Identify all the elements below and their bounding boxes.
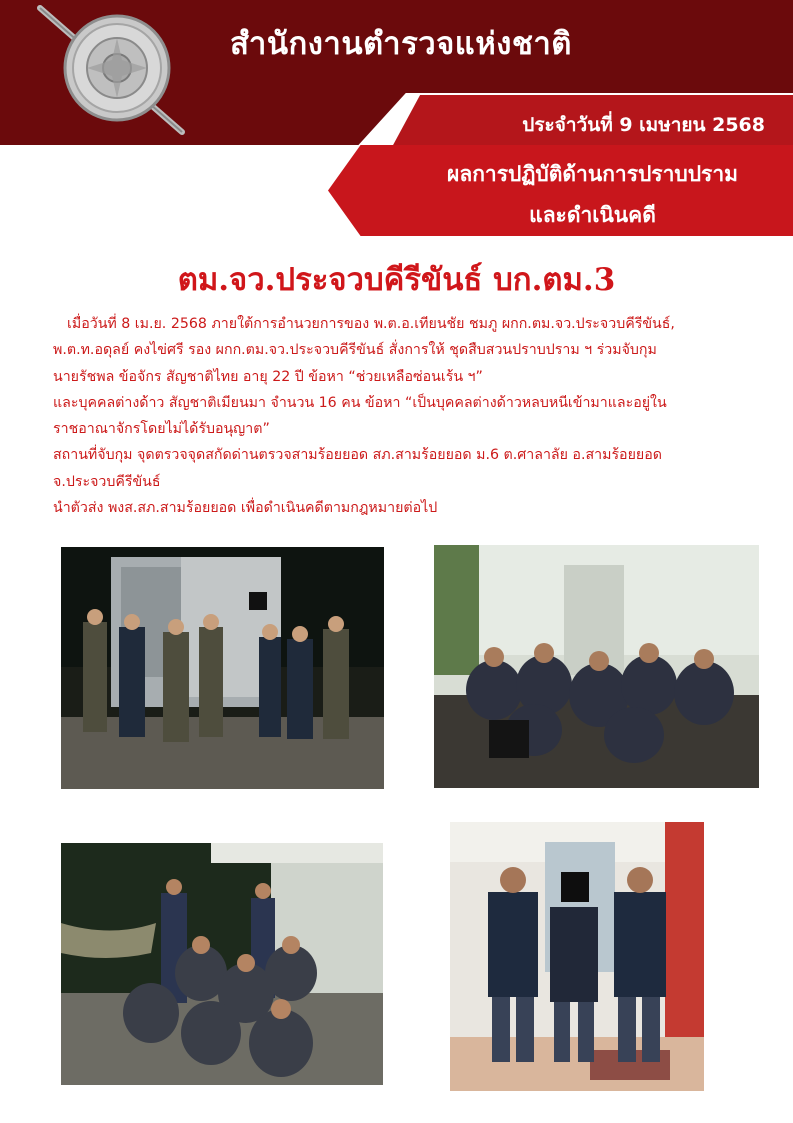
photo-detainees-seated <box>434 545 759 788</box>
photo-detainees-outdoor <box>61 843 383 1085</box>
unit-title: ตม.จว.ประจวบคีรีขันธ์ บก.ตม.3 <box>177 262 616 298</box>
report-body <box>53 311 769 521</box>
topic-line-2: และดำเนินคดี <box>529 203 656 227</box>
body-line: ราชอาณาจักรโดยไม่ได้รับอนุญาต” <box>53 421 270 438</box>
photo-officers-with-suspect <box>450 822 704 1091</box>
report-date: ประจำวันที่ 9 เมษายน 2568 <box>522 114 765 136</box>
topic-line-1: ผลการปฏิบัติด้านการปราบปราม <box>447 162 738 186</box>
police-seal-emblem <box>22 0 197 140</box>
body-line: นายรัชพล ข้อจักร สัญชาติไทย อายุ 22 ปี ข้อหา “ช่วยเหลือซ่อนเร้น ฯ” <box>53 368 483 385</box>
body-line: จ.ประจวบคีรีขันธ์ <box>53 473 161 490</box>
body-line: พ.ต.ท.อดุลย์ คงไข่ศรี รอง ผกก.ตม.จว.ประจวบคีรีขันธ์ สั่งการให้ ชุดสืบสวนปราบปราม ฯ ร่วมจับกุม <box>53 342 657 359</box>
body-line: สถานที่จับกุม จุดตรวจจุดสกัดด่านตรวจสามร้อยยอด สภ.สามร้อยยอด ม.6 ต.ศาลาลัย อ.สามร้อยยอด <box>53 447 662 464</box>
agency-title: สำนักงานตำรวจแห่งชาติ <box>230 26 572 62</box>
body-line: และบุคคลต่างด้าว สัญชาติเมียนมา จำนวน 16 คน ข้อหา “เป็นบุคคลต่างด้าวหลบหนีเข้ามาและอยู่ใน <box>53 394 667 411</box>
body-line: นำตัวส่ง พงส.สภ.สามร้อยยอด เพื่อดำเนินคดีตามกฎหมายต่อไป <box>53 500 438 517</box>
body-line: เมื่อวันที่ 8 เม.ย. 2568 ภายใต้การอำนวยการของ พ.ต.อ.เทียนชัย ชมภู ผกก.ตม.จว.ประจวบคีรีขันธ์, <box>67 316 675 332</box>
photo-arrest-scene-truck <box>61 547 384 789</box>
